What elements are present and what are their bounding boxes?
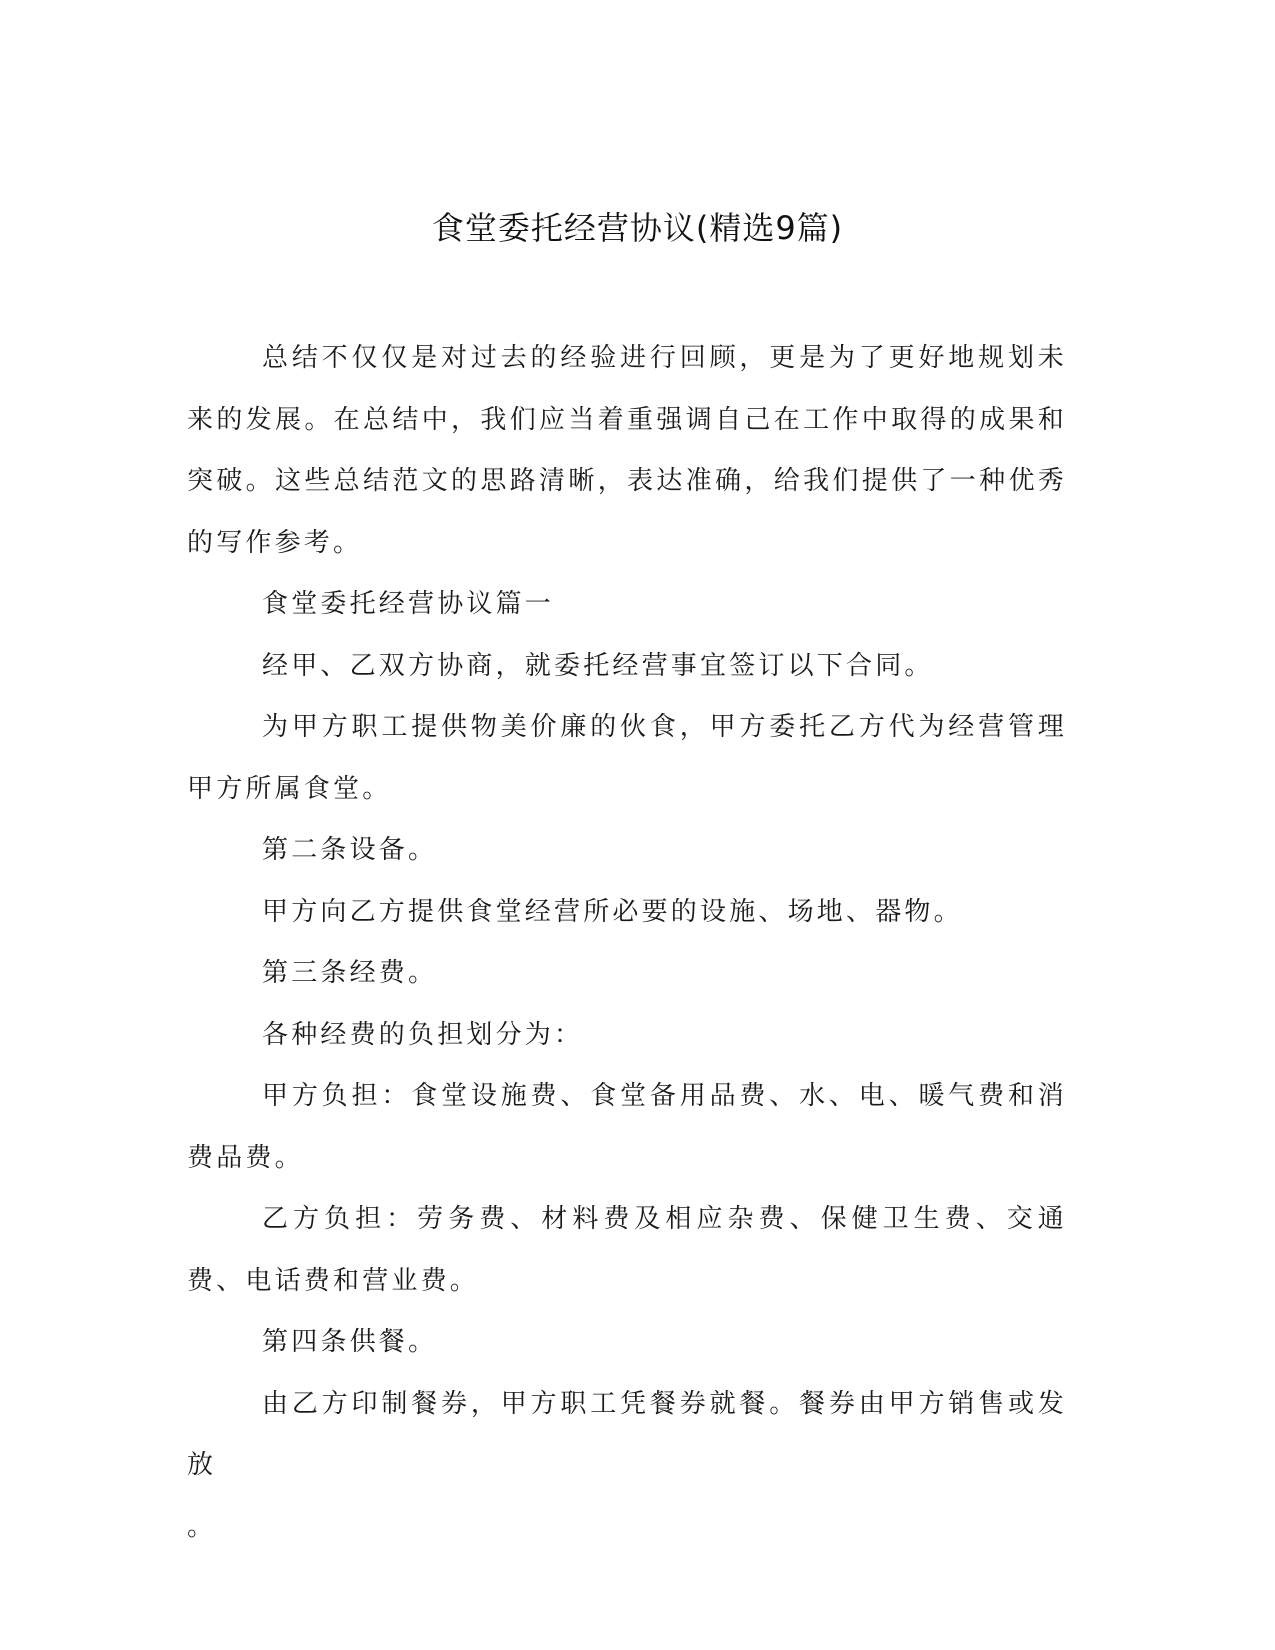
article-heading: 第二条设备。 [262, 835, 438, 865]
body-paragraph: 经甲、乙双方协商，就委托经营事宜签订以下合同。 [262, 650, 934, 681]
body-paragraph: 甲方向乙方提供食堂经营所必要的设施、场地、器物。 [262, 896, 963, 927]
document-body [187, 328, 1067, 1558]
intro-paragraph: 总结不仅仅是对过去的经验进行回顾，更是为了更好地规划未来的发展。在总结中，我们应当着重强调自己在工作中取得的成果和突破。这些总结范文的思路清晰，表达准确，给我们提供了一种优秀的写作参考。 [187, 343, 1067, 558]
body-paragraph: 各种经费的负担划分为： [262, 1019, 584, 1050]
body-paragraph: 由乙方印制餐券，甲方职工凭餐券就餐。餐券由甲方销售或发放 [187, 1388, 1067, 1480]
article-heading: 第四条供餐。 [262, 1327, 438, 1357]
section-heading: 食堂委托经营协议篇一 [262, 589, 555, 619]
trailing-punctuation: 。 [187, 1511, 217, 1542]
document-title: 食堂委托经营协议(精选9篇) [431, 209, 844, 247]
body-paragraph: 为甲方职工提供物美价廉的伙食，甲方委托乙方代为经营管理甲方所属食堂。 [187, 712, 1067, 804]
body-paragraph: 乙方负担：劳务费、材料费及相应杂费、保健卫生费、交通费、电话费和营业费。 [187, 1204, 1067, 1296]
body-paragraph: 甲方负担：食堂设施费、食堂备用品费、水、电、暖气费和消费品费。 [187, 1081, 1067, 1173]
article-heading: 第三条经费。 [262, 958, 438, 988]
